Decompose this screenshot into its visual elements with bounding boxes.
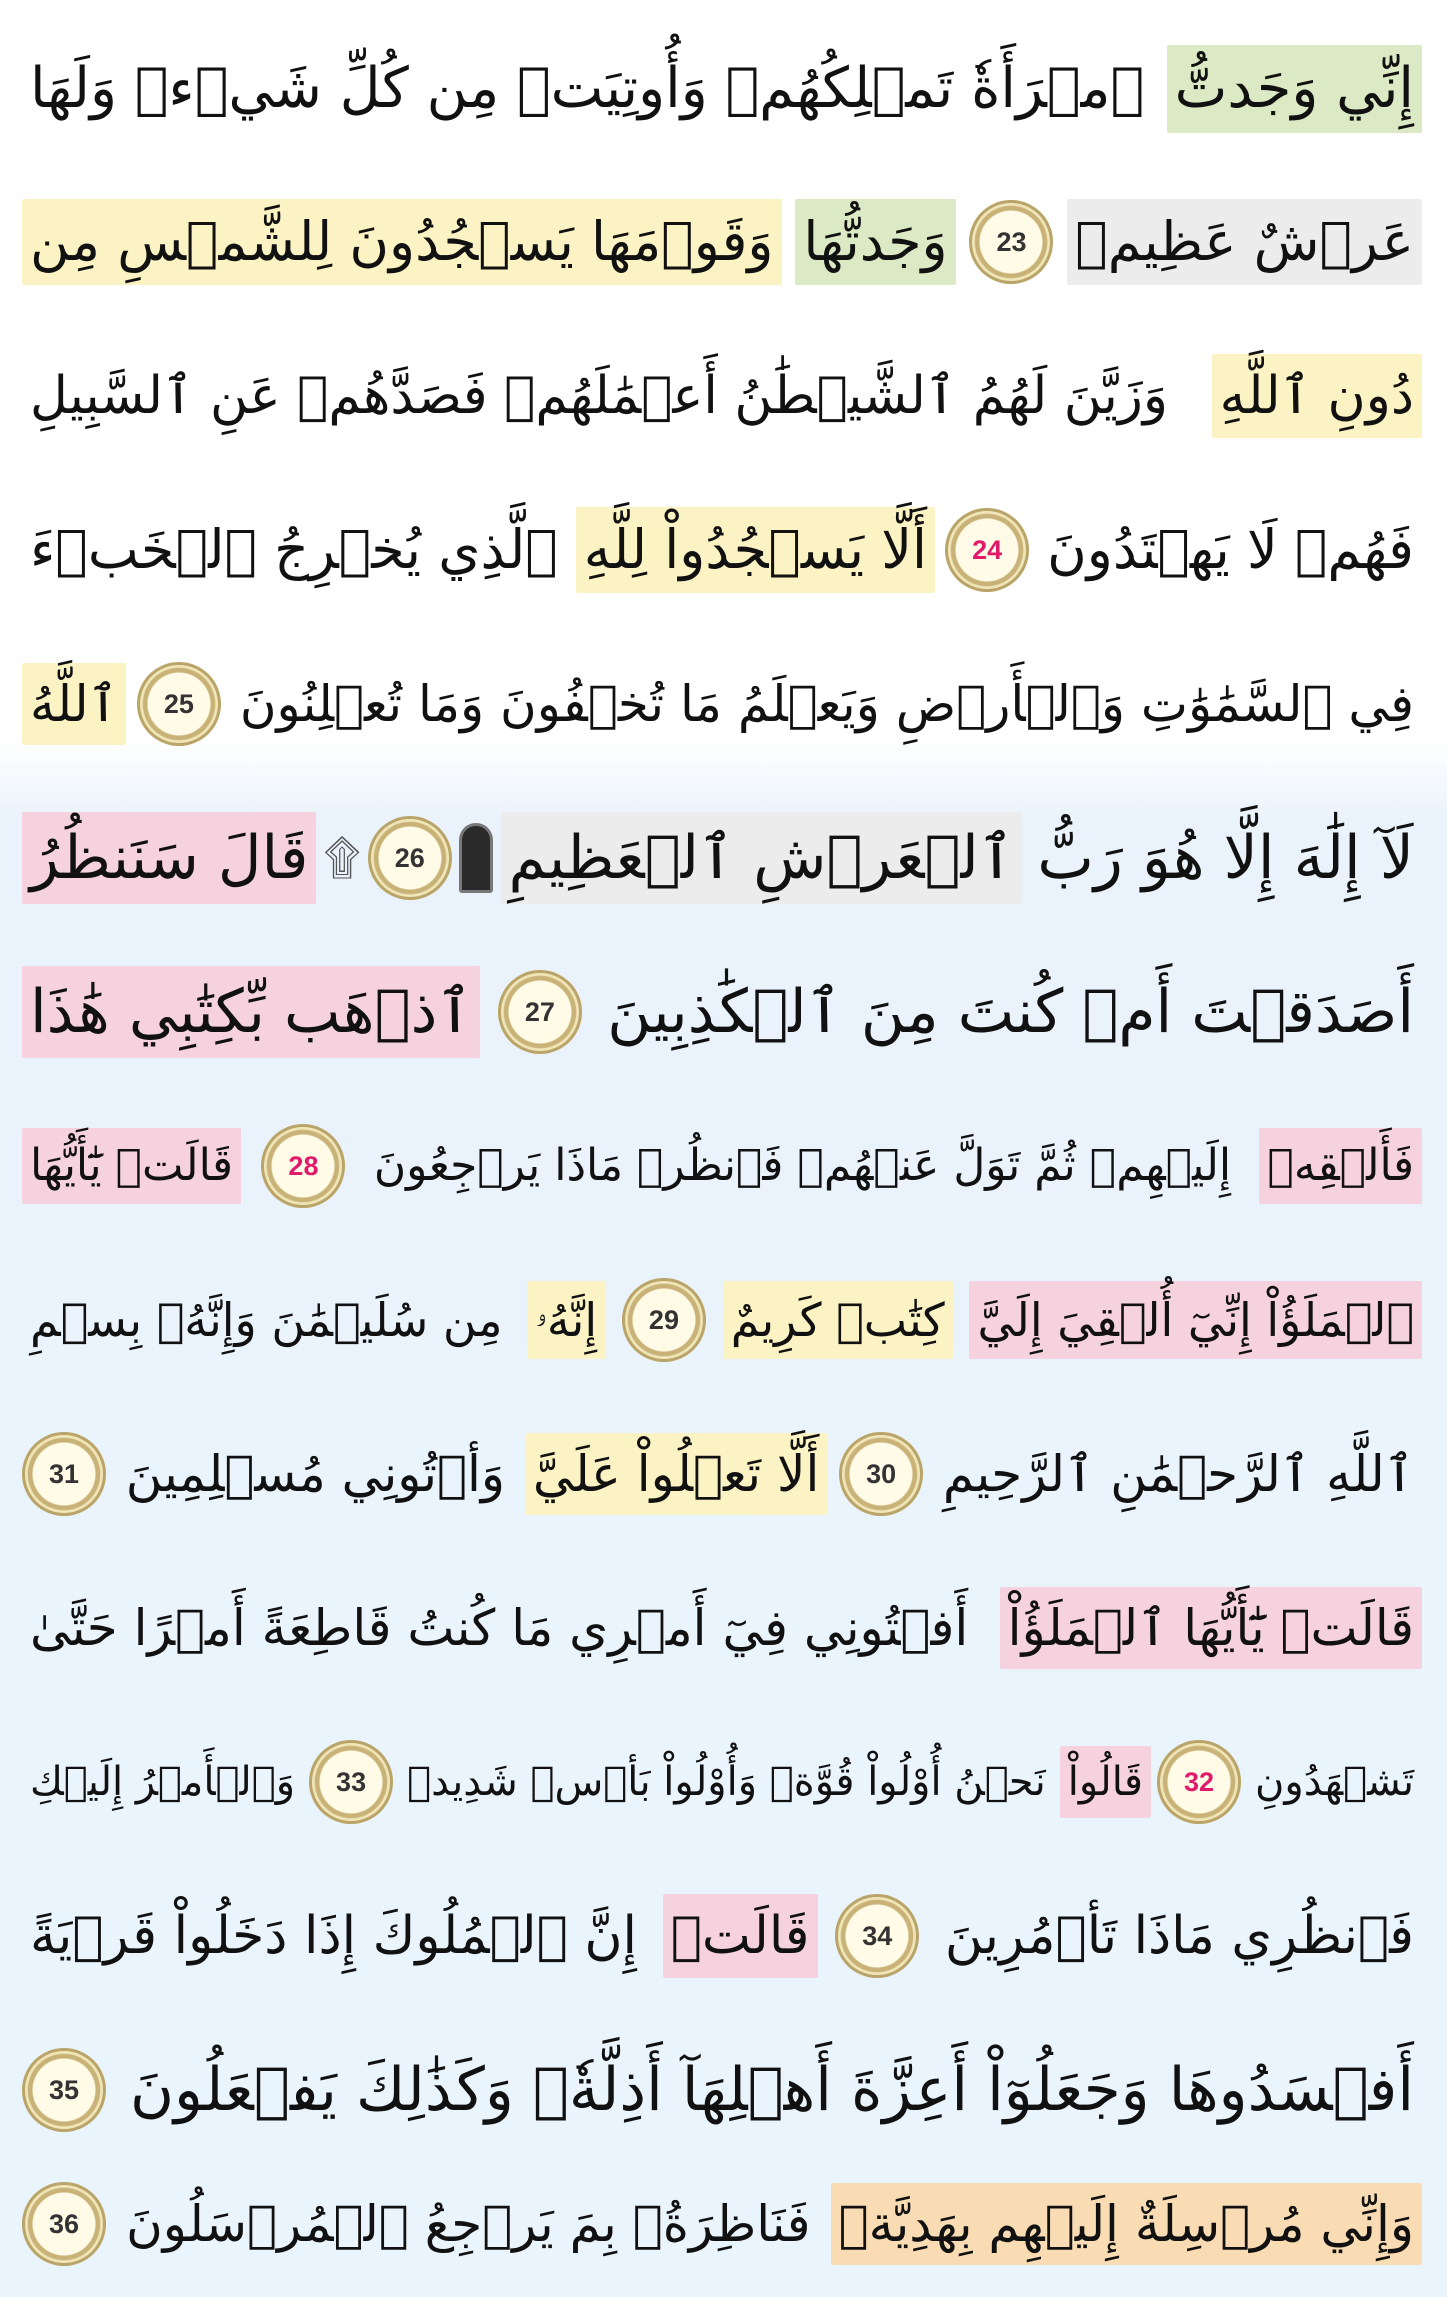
ayah-number-marker[interactable] [622, 1278, 706, 1362]
verse-line [22, 2015, 1422, 2165]
ayah-number: 35 [48, 2074, 80, 2105]
highlighted-verse-text[interactable]: دُونِ ٱللَّهِ [1212, 354, 1422, 438]
ayah-number: 32 [1184, 1766, 1215, 1797]
verse-line [22, 629, 1422, 779]
verse-line [22, 1245, 1422, 1395]
verse-line [22, 1861, 1422, 2011]
ayah-number-marker[interactable] [945, 508, 1029, 592]
highlighted-verse-text[interactable]: فَأَلۡقِهۡ [1259, 1128, 1422, 1204]
verse-text[interactable]: وَأۡتُونِي مُسۡلِمِينَ [125, 1445, 506, 1503]
verse-text[interactable]: وَٱلۡأَمۡرُ إِلَيۡكِ [30, 1759, 296, 1805]
highlighted-verse-text[interactable]: كِتَٰبٞ كَرِيمٌ [723, 1281, 953, 1359]
verse-text[interactable]: ٱلَّذِي يُخۡرِجُ ٱلۡخَبۡءَ [30, 518, 558, 581]
highlighted-verse-text[interactable]: ٱلۡمَلَؤُاْ إِنِّيٓ أُلۡقِيَ إِلَيَّ [969, 1281, 1422, 1359]
highlighted-verse-text[interactable]: أَلَّا يَسۡجُدُواْ لِلَّهِ [576, 507, 935, 593]
ayah-number: 26 [394, 842, 425, 873]
ayah-number: 28 [288, 1150, 319, 1181]
verse-text[interactable]: نَحۡنُ أُوْلُواْ قُوَّةٖ وَأُوْلُواْ بَأۡسٖ شَدِيدٖ [407, 1759, 1046, 1805]
verse-line [22, 1399, 1422, 1549]
verse-line [22, 937, 1422, 1087]
highlighted-verse-text[interactable]: قَالَتۡ يَٰٓأَيُّهَا [22, 1128, 241, 1204]
highlighted-verse-text[interactable]: إِنَّهُۥ [527, 1281, 605, 1359]
verse-text[interactable]: فَهُمۡ لَا يَهۡتَدُونَ [1047, 518, 1414, 581]
ayah-number-marker[interactable] [22, 2182, 106, 2266]
verse-text[interactable]: فَٱنظُرِي مَاذَا تَأۡمُرِينَ [944, 1906, 1414, 1966]
highlighted-verse-text[interactable]: أَلَّا تَعۡلُواْ عَلَيَّ [525, 1433, 828, 1515]
highlighted-verse-text[interactable]: قَالُواْ [1060, 1746, 1151, 1818]
verse-line [22, 1707, 1422, 1857]
ayah-number: 29 [648, 1304, 679, 1335]
ayah-number-marker[interactable] [1157, 1740, 1241, 1824]
ayah-number: 23 [996, 226, 1027, 257]
verse-text[interactable]: وَزَيَّنَ لَهُمُ ٱلشَّيۡطَٰنُ أَعۡمَٰلَهُمۡ فَصَدَّهُمۡ عَنِ ٱلسَّبِيلِ [30, 366, 1169, 426]
highlighted-verse-text[interactable]: وَإِنِّي مُرۡسِلَةٌ إِلَيۡهِم بِهَدِيَّةٖ [831, 2183, 1422, 2265]
highlighted-verse-text[interactable]: ٱللَّهُ [22, 663, 126, 745]
highlighted-verse-text[interactable]: ٱذۡهَب بِّكِتَٰبِي هَٰذَا [22, 966, 480, 1058]
highlighted-verse-text[interactable]: عَرۡشٌ عَظِيمٞ [1067, 199, 1422, 285]
highlighted-verse-text[interactable]: وَجَدتُّهَا [795, 199, 955, 285]
highlighted-verse-text[interactable]: قَالَ سَنَنظُرُ [22, 812, 316, 904]
ayah-number-marker[interactable] [969, 200, 1053, 284]
highlighted-verse-text[interactable]: وَقَوۡمَهَا يَسۡجُدُونَ لِلشَّمۡسِ مِن [22, 199, 782, 285]
verse-text[interactable]: فَنَاظِرَةُۢ بِمَ يَرۡجِعُ ٱلۡمُرۡسَلُونَ [126, 2195, 811, 2253]
verse-text[interactable]: أَصَدَقۡتَ أَمۡ كُنتَ مِنَ ٱلۡكَٰذِبِينَ [607, 977, 1414, 1047]
verse-line [22, 475, 1422, 625]
ayah-number-marker[interactable] [309, 1740, 393, 1824]
highlighted-verse-text[interactable]: إِنِّي وَجَدتُّ [1167, 45, 1422, 133]
ayah-number: 25 [163, 688, 194, 719]
ayah-number-marker[interactable] [22, 1432, 106, 1516]
verse-text[interactable]: فِي ٱلسَّمَٰوَٰتِ وَٱلۡأَرۡضِ وَيَعۡلَمُ مَا تُخۡفُونَ وَمَا تُعۡلِنُونَ [239, 675, 1414, 733]
verse-text[interactable]: أَفۡتُونِي فِيٓ أَمۡرِي مَا كُنتُ قَاطِعَةً أَمۡرًا حَتَّىٰ [30, 1599, 969, 1657]
highlighted-verse-text[interactable]: ٱلۡعَرۡشِ ٱلۡعَظِيمِ [501, 812, 1022, 904]
ayah-number-marker[interactable] [22, 2048, 106, 2132]
verse-line [22, 783, 1422, 933]
ayah-number-marker[interactable] [137, 662, 221, 746]
verse-line [22, 14, 1422, 164]
ayah-number: 27 [524, 996, 555, 1027]
ayah-number-marker[interactable] [368, 816, 452, 900]
sajda-symbol-icon: ۩ [323, 829, 361, 886]
ayah-number: 30 [866, 1458, 897, 1489]
ayah-number-marker[interactable] [835, 1894, 919, 1978]
verse-line [22, 1091, 1422, 1241]
ayah-number: 24 [972, 534, 1003, 565]
verse-line [22, 167, 1422, 317]
ayah-number: 33 [336, 1766, 367, 1797]
ayah-number-marker[interactable] [498, 970, 582, 1054]
verse-line [22, 2149, 1422, 2299]
ayah-number-marker[interactable] [261, 1124, 345, 1208]
verse-line [22, 321, 1422, 471]
ayah-number-marker[interactable] [839, 1432, 923, 1516]
sajda-mihrab-icon [459, 823, 493, 893]
verse-text[interactable]: مِن سُلَيۡمَٰنَ وَإِنَّهُۥ بِسۡمِ [30, 1293, 503, 1347]
verse-text[interactable]: ٱللَّهِ ٱلرَّحۡمَٰنِ ٱلرَّحِيمِ [942, 1445, 1414, 1503]
verse-text[interactable]: إِنَّ ٱلۡمُلُوكَ إِذَا دَخَلُواْ قَرۡيَةً [30, 1906, 637, 1966]
verse-text[interactable]: إِلَيۡهِمۡ ثُمَّ تَوَلَّ عَنۡهُمۡ فَٱنظُرۡ مَاذَا يَرۡجِعُونَ [373, 1140, 1232, 1191]
ayah-number: 31 [48, 1458, 80, 1489]
verse-line [22, 1553, 1422, 1703]
highlighted-verse-text[interactable]: قَالَتۡ [663, 1894, 818, 1978]
verse-text[interactable]: ٱمۡرَأَةٗ تَمۡلِكُهُمۡ وَأُوتِيَتۡ مِن كُلِّ شَيۡءٖ وَلَهَا [30, 56, 1145, 121]
verse-text[interactable]: لَآ إِلَٰهَ إِلَّا هُوَ رَبُّ [1037, 823, 1414, 893]
ayah-number: 36 [48, 2208, 80, 2239]
ayah-number: 34 [862, 1920, 893, 1951]
verse-text[interactable]: أَفۡسَدُوهَا وَجَعَلُوٓاْ أَعِزَّةَ أَهۡلِهَآ أَذِلَّةٗۚ وَكَذَٰلِكَ يَفۡعَلُونَ [129, 2055, 1414, 2125]
highlighted-verse-text[interactable]: قَالَتۡ يَٰٓأَيُّهَا ٱلۡمَلَؤُاْ [1000, 1587, 1422, 1669]
verse-text[interactable]: تَشۡهَدُونِ [1255, 1759, 1414, 1805]
